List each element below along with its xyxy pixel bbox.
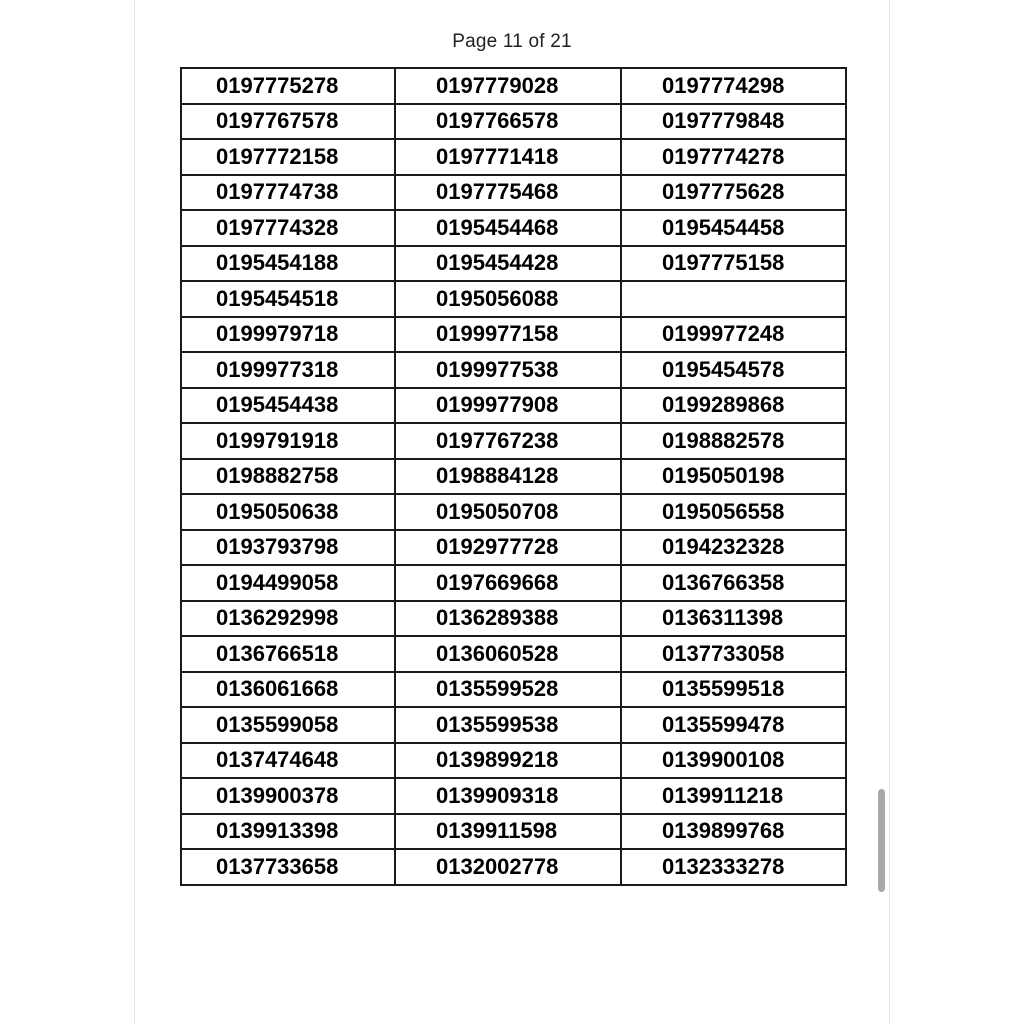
table-cell: 0137733658 xyxy=(181,849,395,885)
table-cell: 0135599538 xyxy=(395,707,621,743)
table-cell: 0195050638 xyxy=(181,494,395,530)
table-cell: 0199979718 xyxy=(181,317,395,353)
table-cell: 0199977248 xyxy=(621,317,846,353)
table-cell: 0197771418 xyxy=(395,139,621,175)
table-cell: 0139899768 xyxy=(621,814,846,850)
table-cell: 0197779848 xyxy=(621,104,846,140)
table-cell: 0132002778 xyxy=(395,849,621,885)
table-cell: 0197775278 xyxy=(181,68,395,104)
table-cell: 0136061668 xyxy=(181,672,395,708)
table-cell: 0135599058 xyxy=(181,707,395,743)
table-cell: 0197772158 xyxy=(181,139,395,175)
table-row xyxy=(181,281,846,317)
table-cell: 0139911598 xyxy=(395,814,621,850)
table-row xyxy=(181,352,846,388)
table-cell: 0136766518 xyxy=(181,636,395,672)
table-cell: 0139899218 xyxy=(395,743,621,779)
table-cell: 0136766358 xyxy=(621,565,846,601)
table-cell: 0197767578 xyxy=(181,104,395,140)
table-cell: 0195056558 xyxy=(621,494,846,530)
table-cell: 0199791918 xyxy=(181,423,395,459)
table-row xyxy=(181,175,846,211)
table-cell: 0197775158 xyxy=(621,246,846,282)
table-cell: 0197774738 xyxy=(181,175,395,211)
table-cell: 0194499058 xyxy=(181,565,395,601)
table-row xyxy=(181,423,846,459)
table-cell: 0195454468 xyxy=(395,210,621,246)
table-cell: 0135599528 xyxy=(395,672,621,708)
table-cell: 0195454188 xyxy=(181,246,395,282)
table-cell: 0197767238 xyxy=(395,423,621,459)
table-cell: 0197775468 xyxy=(395,175,621,211)
table-cell: 0198882758 xyxy=(181,459,395,495)
vertical-scrollbar-thumb[interactable] xyxy=(878,789,885,892)
table-cell: 0195050198 xyxy=(621,459,846,495)
table-cell: 0137474648 xyxy=(181,743,395,779)
table-cell: 0197774298 xyxy=(621,68,846,104)
table-cell: 0139909318 xyxy=(395,778,621,814)
table-cell: 0195454438 xyxy=(181,388,395,424)
table-cell xyxy=(621,281,846,317)
table-cell: 0136292998 xyxy=(181,601,395,637)
table-row xyxy=(181,672,846,708)
table-row xyxy=(181,565,846,601)
table-row xyxy=(181,104,846,140)
table-cell: 0197766578 xyxy=(395,104,621,140)
table-row xyxy=(181,530,846,566)
table-cell: 0199977158 xyxy=(395,317,621,353)
table-row xyxy=(181,494,846,530)
phone-number-table xyxy=(180,67,847,886)
table-cell: 0139913398 xyxy=(181,814,395,850)
table-cell: 0135599518 xyxy=(621,672,846,708)
table-row xyxy=(181,849,846,885)
table-cell: 0195454518 xyxy=(181,281,395,317)
table-row xyxy=(181,210,846,246)
table-cell: 0195056088 xyxy=(395,281,621,317)
table-cell: 0197779028 xyxy=(395,68,621,104)
table-row xyxy=(181,601,846,637)
table-row xyxy=(181,139,846,175)
table-cell: 0197775628 xyxy=(621,175,846,211)
table-cell: 0197774328 xyxy=(181,210,395,246)
table-cell: 0136311398 xyxy=(621,601,846,637)
table-cell: 0132333278 xyxy=(621,849,846,885)
table-cell: 0198884128 xyxy=(395,459,621,495)
table-cell: 0139900108 xyxy=(621,743,846,779)
table-row xyxy=(181,707,846,743)
table-row xyxy=(181,246,846,282)
table-row xyxy=(181,317,846,353)
table-cell: 0199977908 xyxy=(395,388,621,424)
table-cell: 0137733058 xyxy=(621,636,846,672)
table-body xyxy=(181,68,846,885)
table-cell: 0198882578 xyxy=(621,423,846,459)
table-cell: 0139911218 xyxy=(621,778,846,814)
table-cell: 0194232328 xyxy=(621,530,846,566)
table-cell: 0195454578 xyxy=(621,352,846,388)
table-cell: 0195454428 xyxy=(395,246,621,282)
table-cell: 0199289868 xyxy=(621,388,846,424)
table-cell: 0135599478 xyxy=(621,707,846,743)
table-row xyxy=(181,778,846,814)
table-row xyxy=(181,388,846,424)
table-cell: 0139900378 xyxy=(181,778,395,814)
table-row xyxy=(181,636,846,672)
table-cell: 0199977318 xyxy=(181,352,395,388)
page-indicator: Page 11 of 21 xyxy=(452,31,572,52)
table-cell: 0197774278 xyxy=(621,139,846,175)
table-row xyxy=(181,459,846,495)
table-cell: 0136060528 xyxy=(395,636,621,672)
table-cell: 0199977538 xyxy=(395,352,621,388)
table-row xyxy=(181,743,846,779)
table-cell: 0197669668 xyxy=(395,565,621,601)
table-row xyxy=(181,68,846,104)
table-cell: 0136289388 xyxy=(395,601,621,637)
table-row xyxy=(181,814,846,850)
table-cell: 0193793798 xyxy=(181,530,395,566)
table-cell: 0195050708 xyxy=(395,494,621,530)
table-cell: 0192977728 xyxy=(395,530,621,566)
table-cell: 0195454458 xyxy=(621,210,846,246)
